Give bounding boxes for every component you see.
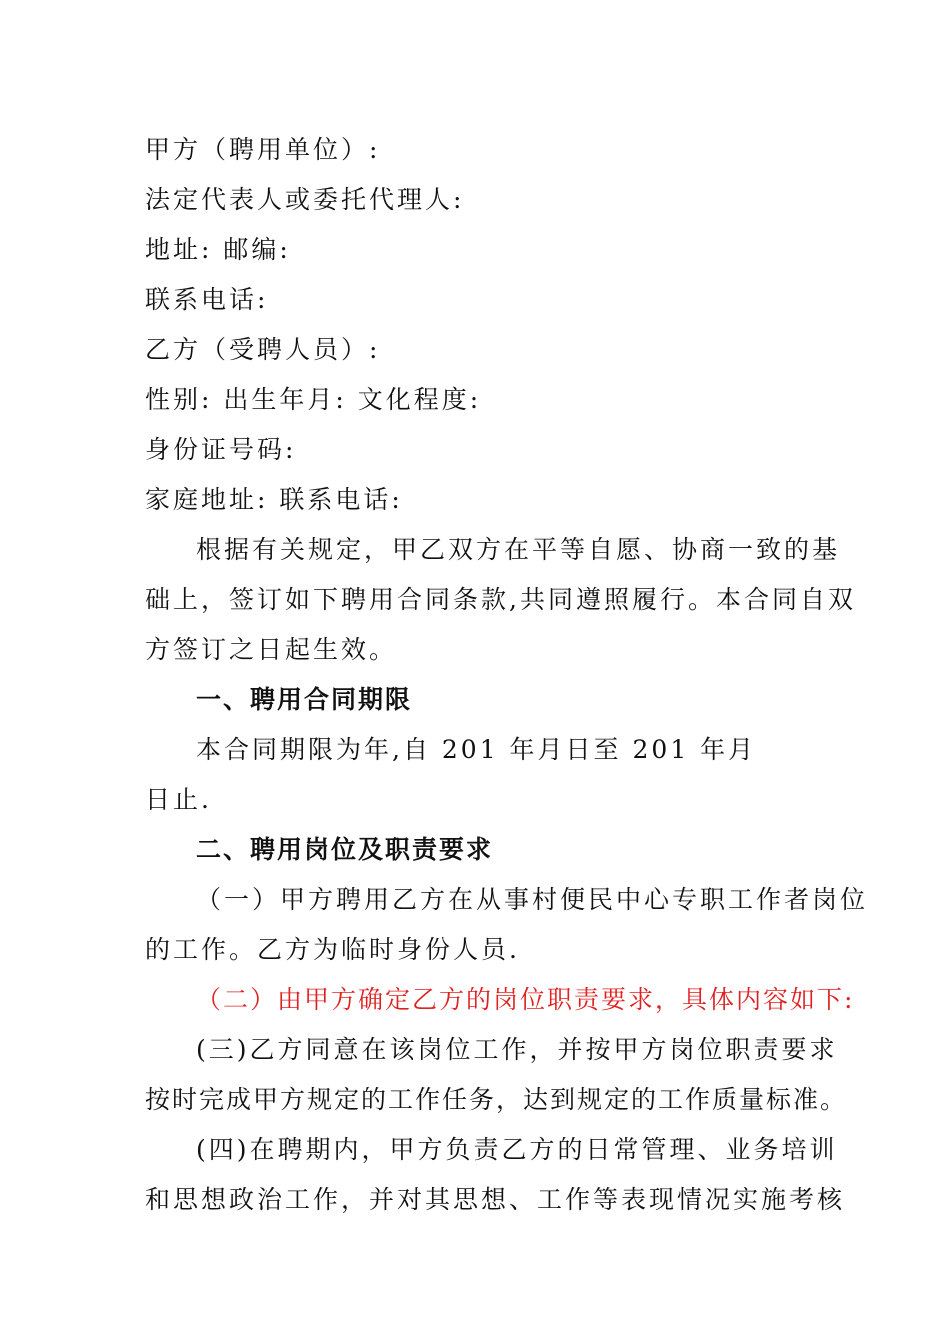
party-a-field: 甲方（聘用单位）: [145, 135, 381, 164]
party-b-field: 乙方（受聘人员）: [145, 335, 381, 364]
section-2-item-3-line-2: 按时完成甲方规定的工作任务，达到规定的工作质量标准。 [145, 1085, 848, 1114]
gender-birth-education-field: 性别: 出生年月: 文化程度: [145, 385, 482, 414]
home-address-phone-field: 家庭地址: 联系电话: [145, 485, 403, 514]
intro-line-2: 础上，签订如下聘用合同条款,共同遵照履行。本合同自双 [145, 585, 856, 614]
party-a-phone-field: 联系电话: [145, 285, 269, 314]
section-1-line-2: 日止. [145, 785, 212, 814]
section-2-item-3-line-1: (三)乙方同意在该岗位工作，并按甲方岗位职责要求 [196, 1035, 838, 1064]
address-postcode-field: 地址: 邮编: [145, 235, 291, 264]
section-2-item-1-line-2: 的工作。乙方为临时身份人员. [145, 935, 520, 964]
section-2-item-4-line-2: 和思想政治工作，并对其思想、工作等表现情况实施考核 [145, 1185, 846, 1214]
section-2-item-1-line-1: （一）甲方聘用乙方在从事村便民中心专职工作者岗位 [196, 885, 869, 914]
legal-representative-field: 法定代表人或委托代理人: [145, 185, 465, 214]
intro-line-1: 根据有关规定，甲乙双方在平等自愿、协商一致的基 [196, 535, 841, 564]
section-2-heading: 二、聘用岗位及职责要求 [196, 835, 494, 864]
section-1-heading: 一、聘用合同期限 [196, 685, 413, 714]
section-2-item-4-line-1: (四)在聘期内，甲方负责乙方的日常管理、业务培训 [196, 1135, 838, 1164]
section-1-line-1: 本合同期限为年,自 201 年月日至 201 年月 [196, 735, 757, 764]
id-number-field: 身份证号码: [145, 435, 297, 464]
section-2-item-2-highlight: （二）由甲方确定乙方的岗位职责要求，具体内容如下: [196, 985, 855, 1014]
intro-line-3: 方签订之日起生效。 [145, 635, 398, 664]
